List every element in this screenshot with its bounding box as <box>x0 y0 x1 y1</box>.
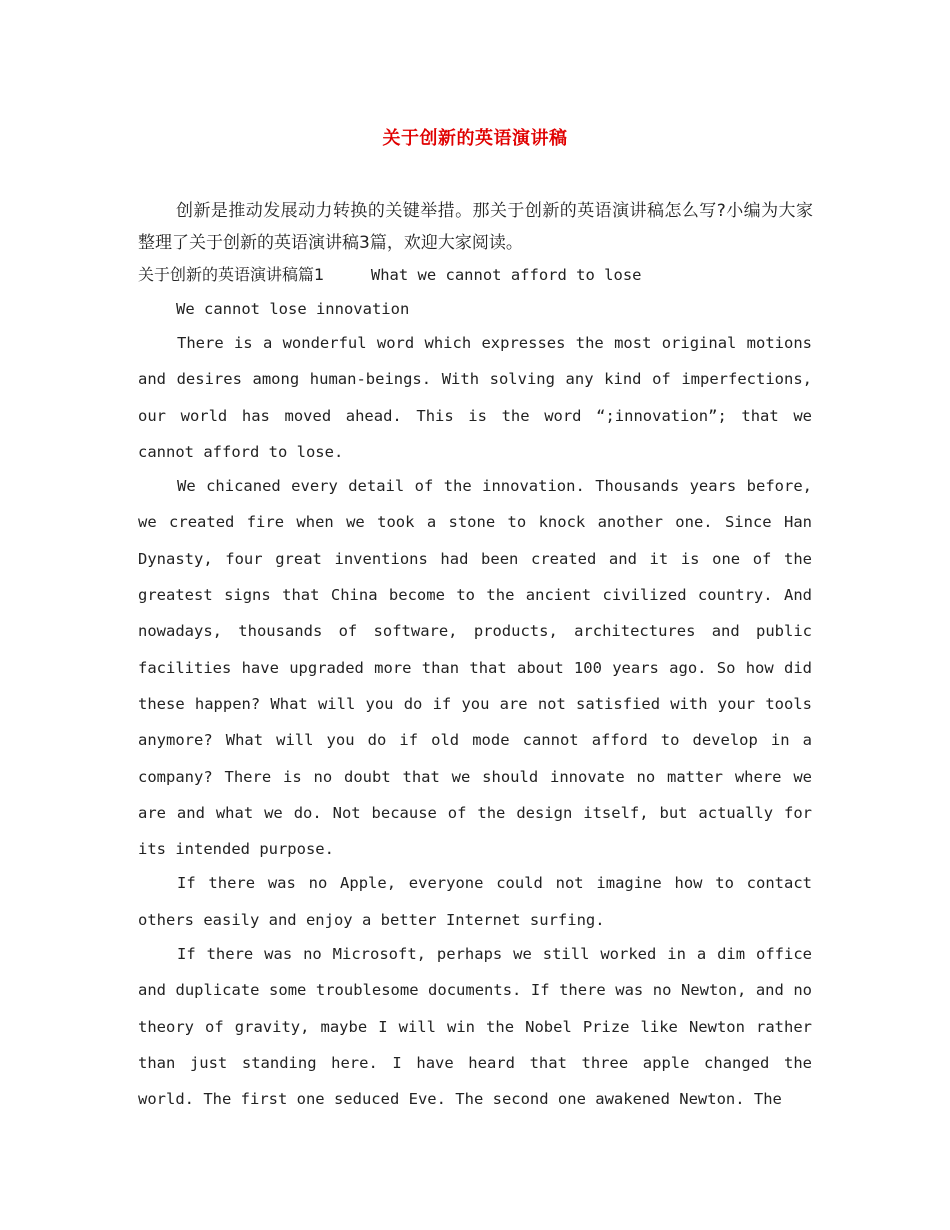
intro-paragraph: 创新是推动发展动力转换的关键举措。那关于创新的英语演讲稿怎么写?小编为大家整理了关于创新的英语演讲稿3篇，欢迎大家阅读。 <box>138 201 813 253</box>
subheading: We cannot lose innovation <box>176 300 410 318</box>
body-paragraph: If there was no Microsoft, perhaps we still worked in a dim office and duplicate some troublesome documents. If there was no Newton, and no theory of gravity, maybe I will win the Nobel Prize like Newton rather than just standing here. I have heard that three apple changed the world. The first one seduced Eve. The second one awakened Newton. The <box>138 945 812 1109</box>
document-title: 关于创新的英语演讲稿 <box>382 128 568 149</box>
body-paragraph: We chicaned every detail of the innovation. Thousands years before, we created fire when we took a stone to knock another one. Since Han Dynasty, four great inventions had been created and it is one of the greatest signs that China become to the ancient civilized country. And nowadays, thousands of software, products, architectures and public facilities have upgraded more than that about 100 years ago. So how did these happen? What will you do if you are not satisfied with your tools anymore? What will you do if old mode cannot afford to develop in a company? There is no doubt that we should innovate no matter where we are and what we do. Not because of the design itself, but actually for its intended purpose. <box>138 477 812 859</box>
section-heading-cn: 关于创新的英语演讲稿篇1 <box>138 265 325 284</box>
speech-body <box>138 325 812 1118</box>
section-heading <box>138 262 813 288</box>
section-heading-en: What we cannot afford to lose <box>370 266 642 284</box>
body-paragraph: If there was no Apple, everyone could not imagine how to contact others easily and enjoy a better Internet surfing. <box>138 874 812 929</box>
body-paragraph: There is a wonderful word which expresses the most original motions and desires among human-beings. With solving any kind of imperfections, our world has moved ahead. This is the word “;innovation”; that we cannot afford to lose. <box>138 334 812 461</box>
